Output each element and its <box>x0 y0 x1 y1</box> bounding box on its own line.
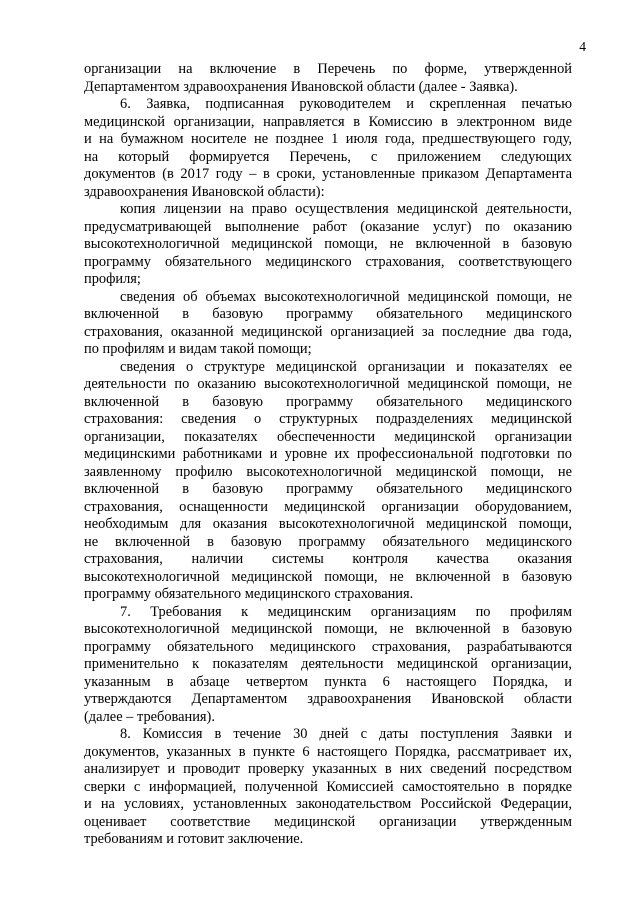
text-line: страхования, наличии системы контроля качества оказания <box>84 551 572 567</box>
text-line: медицинской организации, направляется в Комиссию в электронном виде <box>84 113 572 130</box>
text-line: профиля; <box>84 271 141 287</box>
text-line: программу обязательного медицинского страхования, соответствующего <box>84 253 572 270</box>
text-line: высокотехнологичной медицинской помощи, не включенной в базовую <box>84 568 572 585</box>
text-line: на который формируется Перечень, с приложением следующих <box>84 148 572 165</box>
text-line: и на условиях, установленных законодательством Российской Федерации, <box>84 796 572 812</box>
text-line: утверждаются Департаментом здравоохранения Ивановской области <box>84 691 572 707</box>
text-line: высокотехнологичной медицинской помощи, не включенной в базовую <box>84 236 572 252</box>
text-line: страхования, оснащенности медицинской организации оборудованием, <box>84 498 572 515</box>
text-line: документов, указанных в пункте 6 настоящего Порядка, рассматривает их, <box>84 743 572 760</box>
text-line: 6. Заявка, подписанная руководителем и скрепленная печатью <box>120 96 572 112</box>
text-line: 8. Комиссия в течение 30 дней с даты поступления Заявки и <box>120 726 572 742</box>
text-line: организации на включение в Перечень по форме, утвержденной <box>84 61 572 77</box>
text-line: медицинскими работниками и уровне их профессиональной подготовки по <box>84 446 572 462</box>
text-line: сверки с информацией, полученной Комиссией самостоятельно в порядке <box>84 778 572 795</box>
text-line: (далее – требования). <box>84 708 215 725</box>
text-line: и на бумажном носителе не позднее 1 июля года, предшествующего году, <box>84 131 572 147</box>
text-line: копия лицензии на право осуществления медицинской деятельности, <box>120 201 572 217</box>
text-line: необходимым для оказания высокотехнологичной медицинской помощи, <box>84 516 572 532</box>
text-line: анализирует и проводит проверку указанных в них сведений посредством <box>84 761 572 777</box>
text-line: сведения об объемах высокотехнологичной медицинской помощи, не <box>120 288 572 305</box>
text-line: Департаментом здравоохранения Ивановской области (далее - Заявка). <box>84 78 518 95</box>
text-line: оценивает соответствие медицинской организации утвержденным <box>84 813 572 830</box>
text-line: предусматривающей выполнение работ (оказание услуг) по оказанию <box>84 218 572 235</box>
text-line: высокотехнологичной медицинской помощи, не включенной в базовую <box>84 621 572 637</box>
text-line: страхования, оказанной медицинской организацией за последние два года, <box>84 323 572 340</box>
text-line: применительно к показателям деятельности медицинской организации, <box>84 656 572 672</box>
text-line: включенной в базовую программу обязательного медицинского <box>84 393 572 410</box>
text-line: деятельности по оказанию высокотехнологичной медицинской помощи, не <box>84 376 572 392</box>
text-line: включенной в базовую программу обязательного медицинского <box>84 306 572 322</box>
text-line: указанным в абзаце четвертом пункта 6 настоящего Порядка, и <box>84 673 572 690</box>
text-line: сведения о структуре медицинской организации и показателях ее <box>120 358 572 375</box>
text-line: заявленному профилю высокотехнологичной медицинской помощи, не <box>84 463 572 480</box>
text-line: здравоохранения Ивановской области): <box>84 183 325 200</box>
document-body <box>84 61 572 849</box>
text-line: включенной в базовую программу обязательного медицинского <box>84 481 572 497</box>
text-line: требованиям и готовит заключение. <box>84 831 304 847</box>
text-line: организации, показателях обеспеченности медицинской организации <box>84 428 572 445</box>
text-line: документов (в 2017 году – в сроки, установленные приказом Департамента <box>84 166 572 182</box>
text-line: по профилям и видам такой помощи; <box>84 341 312 357</box>
page-number: 4 <box>579 39 586 54</box>
text-line: 7. Требования к медицинским организациям по профилям <box>120 603 572 620</box>
text-line: не включенной в базовую программу обязательного медицинского <box>84 533 572 550</box>
text-line: страхования: сведения о структурных подразделениях медицинской <box>84 411 572 427</box>
text-line: программу обязательного медицинского страхования. <box>84 586 414 602</box>
text-line: программу обязательного медицинского страхования, разрабатываются <box>84 638 572 655</box>
